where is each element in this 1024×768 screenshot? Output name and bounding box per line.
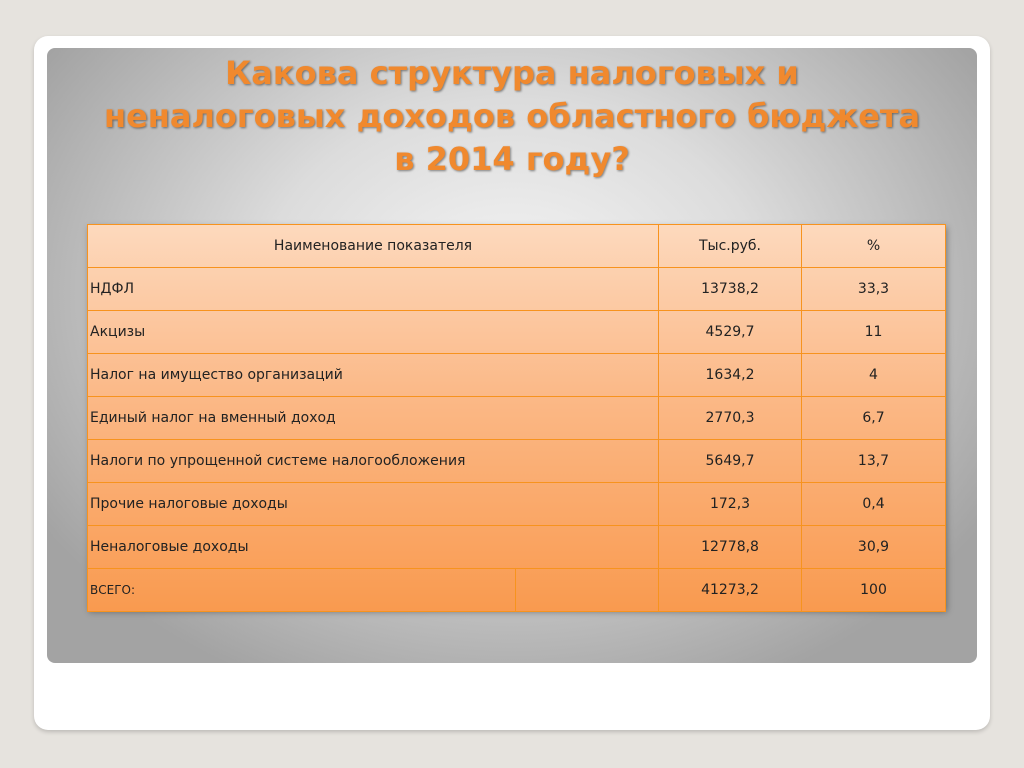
row-value: 1634,2	[659, 354, 802, 397]
slide-title	[47, 52, 977, 181]
table-header-row	[88, 225, 946, 268]
row-percent: 4	[802, 354, 946, 397]
revenue-table	[87, 224, 946, 612]
row-name: Акцизы	[88, 311, 659, 354]
row-name: НДФЛ	[88, 268, 659, 311]
header-value: Тыс.руб.	[659, 225, 802, 268]
title-line: Какова структура налоговых и	[225, 54, 799, 92]
row-value: 172,3	[659, 483, 802, 526]
row-name: Налог на имущество организаций	[88, 354, 659, 397]
title-line: неналоговых доходов областного бюджета	[103, 97, 921, 135]
row-percent: 33,3	[802, 268, 946, 311]
row-name: Неналоговые доходы	[88, 526, 659, 569]
table-row	[88, 397, 946, 440]
row-value: 5649,7	[659, 440, 802, 483]
title-line: в 2014 году?	[394, 140, 630, 178]
table-row	[88, 440, 946, 483]
table-row	[88, 311, 946, 354]
header-name: Наименование показателя	[88, 225, 659, 268]
row-name: Налоги по упрощенной системе налогообложения	[88, 440, 659, 483]
row-percent: 30,9	[802, 526, 946, 569]
row-percent: 0,4	[802, 483, 946, 526]
total-percent: 100	[802, 569, 946, 612]
total-label: ВСЕГО:	[88, 569, 516, 612]
row-percent: 6,7	[802, 397, 946, 440]
table-row	[88, 483, 946, 526]
row-value: 12778,8	[659, 526, 802, 569]
table-row	[88, 354, 946, 397]
revenue-table-container	[87, 224, 945, 609]
table-row	[88, 526, 946, 569]
table-total-row	[88, 569, 946, 612]
row-percent: 11	[802, 311, 946, 354]
row-name: Единый налог на вменный доход	[88, 397, 659, 440]
total-value: 41273,2	[659, 569, 802, 612]
total-empty-cell	[516, 569, 659, 612]
row-name: Прочие налоговые доходы	[88, 483, 659, 526]
header-percent: %	[802, 225, 946, 268]
row-value: 13738,2	[659, 268, 802, 311]
row-value: 2770,3	[659, 397, 802, 440]
row-value: 4529,7	[659, 311, 802, 354]
table-row	[88, 268, 946, 311]
row-percent: 13,7	[802, 440, 946, 483]
